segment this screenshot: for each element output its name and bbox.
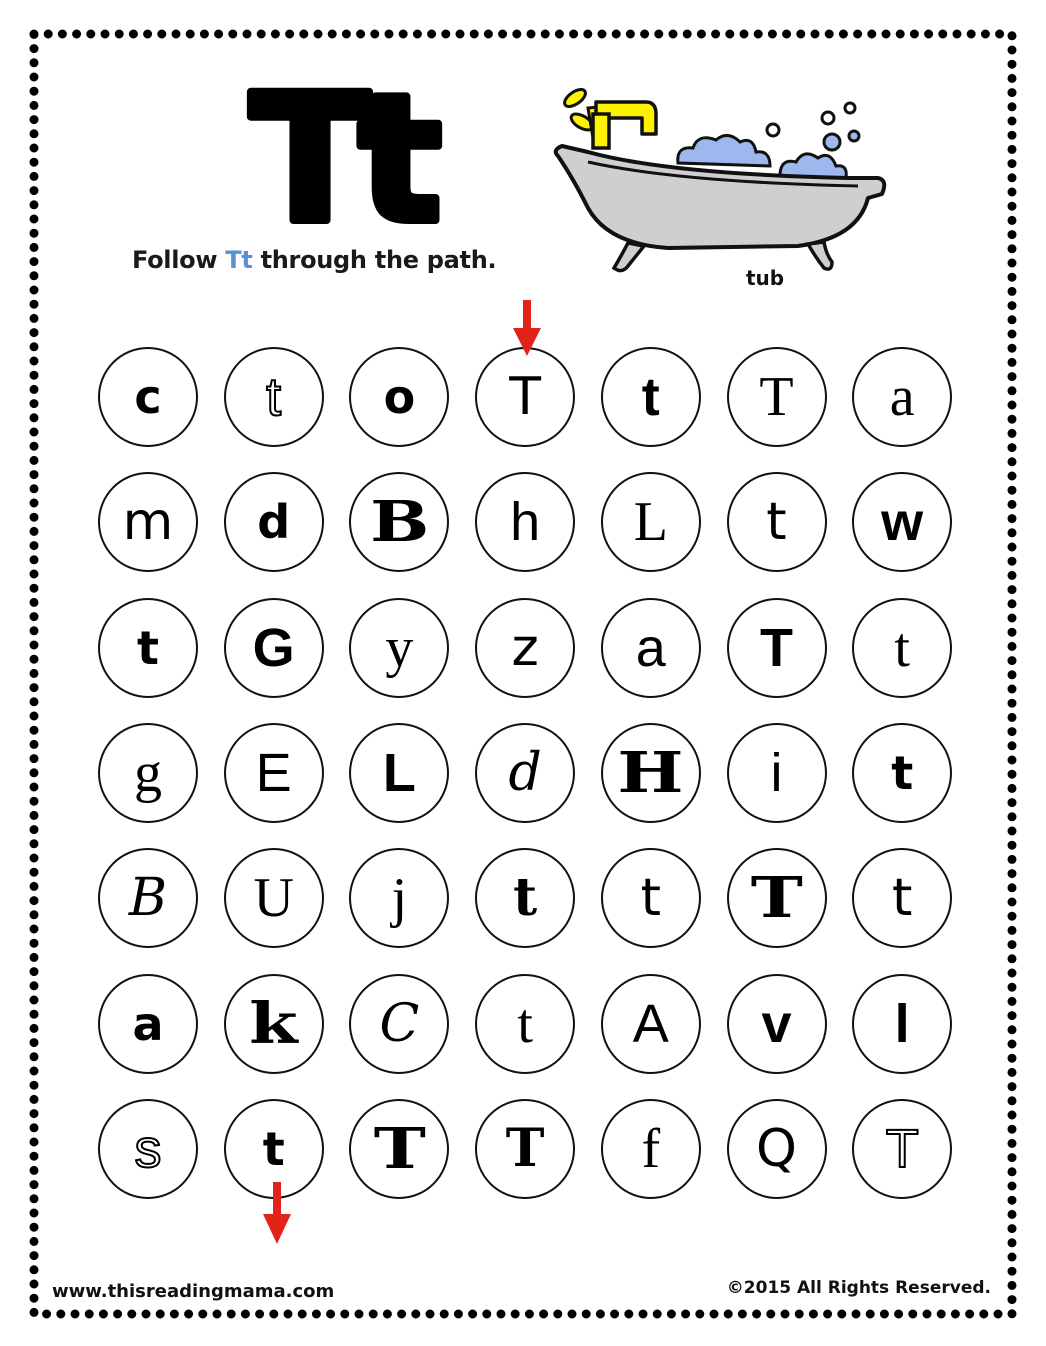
- maze-circle[interactable]: [727, 974, 827, 1074]
- big-letter-upper: T: [250, 57, 359, 262]
- maze-circle[interactable]: [224, 848, 324, 948]
- maze-letter: k: [249, 990, 298, 1057]
- maze-letter: d: [257, 495, 291, 550]
- picture-label: tub: [745, 266, 785, 290]
- maze-letter: g: [134, 741, 162, 804]
- maze-circle[interactable]: [852, 723, 952, 823]
- maze-circle[interactable]: [601, 848, 701, 948]
- maze-letter: d: [508, 742, 542, 803]
- website-footer: www.thisreadingmama.com: [52, 1281, 335, 1302]
- maze-letter: B: [128, 868, 168, 929]
- maze-letter: t: [137, 620, 159, 675]
- maze-letter: T: [885, 1118, 919, 1179]
- maze-circle[interactable]: [852, 347, 952, 447]
- maze-circle[interactable]: [601, 598, 701, 698]
- maze-circle[interactable]: [727, 1099, 827, 1199]
- maze-circle[interactable]: [475, 723, 575, 823]
- maze-circle[interactable]: [852, 974, 952, 1074]
- maze-circle[interactable]: [475, 848, 575, 948]
- maze-letter: U: [253, 867, 294, 930]
- maze-circle[interactable]: [475, 974, 575, 1074]
- maze-circle[interactable]: [349, 347, 449, 447]
- maze-letter: L: [382, 742, 416, 803]
- start-arrow-icon: [512, 300, 542, 358]
- maze-circle[interactable]: [475, 598, 575, 698]
- maze-letter: t: [894, 616, 910, 679]
- maze-circle[interactable]: [224, 974, 324, 1074]
- big-letter-lower: t: [358, 57, 431, 262]
- maze-letter: T: [760, 617, 793, 678]
- maze-circle[interactable]: [98, 1099, 198, 1199]
- maze-circle[interactable]: [475, 472, 575, 572]
- maze-circle[interactable]: [852, 472, 952, 572]
- maze-circle[interactable]: [601, 723, 701, 823]
- maze-circle[interactable]: [601, 1099, 701, 1199]
- maze-letter: j: [391, 867, 408, 930]
- maze-circle[interactable]: [852, 598, 952, 698]
- instruction-before: Follow: [132, 246, 226, 274]
- maze-letter: E: [255, 742, 292, 803]
- maze-circle[interactable]: [727, 347, 827, 447]
- maze-circle[interactable]: [224, 347, 324, 447]
- maze-circle[interactable]: [475, 347, 575, 447]
- maze-letter: C: [379, 993, 420, 1054]
- maze-letter: T: [759, 366, 794, 428]
- maze-circle[interactable]: [349, 598, 449, 698]
- maze-letter: t: [517, 992, 533, 1055]
- maze-circle[interactable]: [727, 598, 827, 698]
- maze-letter: t: [513, 867, 538, 929]
- maze-letter: H: [617, 739, 684, 806]
- maze-circle[interactable]: [475, 1099, 575, 1199]
- maze-circle[interactable]: [601, 974, 701, 1074]
- maze-letter: m: [122, 492, 174, 553]
- maze-letter: T: [373, 1115, 426, 1182]
- maze-letter: T: [509, 367, 541, 427]
- maze-letter: y: [385, 616, 414, 679]
- maze-letter: t: [641, 367, 660, 427]
- maze-letter: z: [511, 617, 539, 678]
- maze-letter: B: [369, 489, 429, 556]
- maze-letter: o: [383, 370, 416, 424]
- copyright-footer: ©2015 All Rights Reserved.: [726, 1278, 991, 1298]
- maze-circle[interactable]: [349, 472, 449, 572]
- maze-circle[interactable]: [349, 723, 449, 823]
- maze-letter: a: [132, 996, 164, 1051]
- maze-letter: T: [505, 1117, 545, 1179]
- instruction-after: through the path.: [252, 246, 497, 274]
- maze-letter: A: [632, 993, 669, 1054]
- maze-letter: t: [266, 367, 282, 427]
- maze-circle[interactable]: [601, 472, 701, 572]
- maze-letter: T: [750, 865, 803, 932]
- maze-circle[interactable]: [349, 1099, 449, 1199]
- maze-circle[interactable]: [349, 974, 449, 1074]
- maze-letter: t: [891, 745, 914, 800]
- maze-circle[interactable]: [98, 598, 198, 698]
- maze-circle[interactable]: [224, 472, 324, 572]
- maze-circle[interactable]: [852, 1099, 952, 1199]
- maze-circle[interactable]: [98, 848, 198, 948]
- maze-letter: t: [891, 868, 913, 929]
- maze-letter: a: [635, 617, 666, 678]
- maze-letter: h: [510, 492, 541, 553]
- maze-circle[interactable]: [727, 723, 827, 823]
- maze-circle[interactable]: [224, 723, 324, 823]
- maze-letter: s: [134, 1118, 162, 1179]
- maze-circle[interactable]: [224, 598, 324, 698]
- maze-circle[interactable]: [98, 472, 198, 572]
- maze-circle[interactable]: [852, 848, 952, 948]
- maze-letter: L: [633, 491, 668, 554]
- maze-letter: i: [770, 742, 783, 803]
- maze-letter: w: [881, 492, 924, 553]
- maze-letter: t: [262, 1121, 285, 1176]
- maze-letter: t: [766, 492, 787, 553]
- maze-letter: c: [134, 370, 162, 424]
- maze-letter: l: [894, 993, 910, 1054]
- maze-circle[interactable]: [98, 974, 198, 1074]
- maze-circle[interactable]: [727, 472, 827, 572]
- end-arrow-icon: [262, 1182, 292, 1246]
- maze-circle[interactable]: [727, 848, 827, 948]
- maze-letter: Q: [756, 1118, 797, 1179]
- maze-letter: v: [761, 993, 792, 1054]
- maze-letter: a: [889, 366, 915, 428]
- maze-letter: t: [640, 868, 661, 929]
- maze-circle[interactable]: [349, 848, 449, 948]
- instruction-highlight: Tt: [225, 246, 253, 274]
- maze-letter: G: [252, 617, 295, 678]
- maze-letter: f: [641, 1117, 661, 1180]
- maze-circle[interactable]: [601, 347, 701, 447]
- maze-circle[interactable]: [98, 723, 198, 823]
- maze-circle[interactable]: [98, 347, 198, 447]
